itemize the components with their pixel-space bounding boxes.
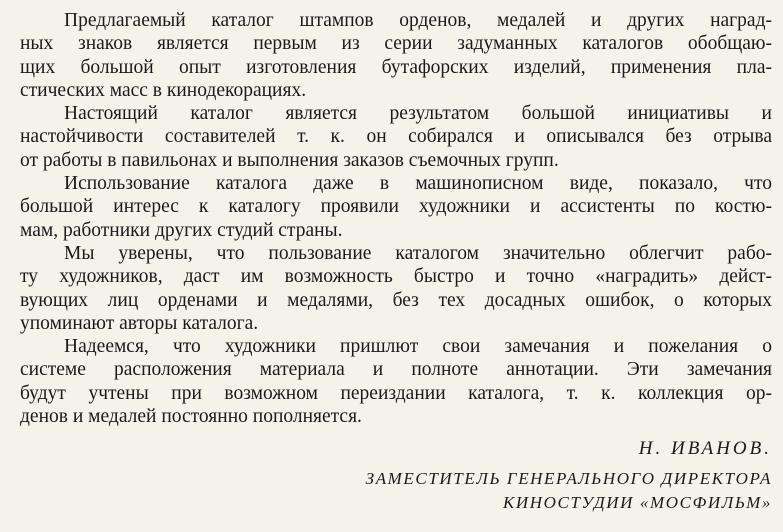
paragraph-2 <box>20 102 772 172</box>
paragraph-4 <box>20 242 772 335</box>
text-line: системе расположения материала и полноте аннотации. Эти замечания <box>20 359 772 381</box>
paragraph-3 <box>20 172 772 242</box>
text-line: вующих лиц орденами и медалями, без тех досадных ошибок, о которых <box>20 289 772 311</box>
text-line: Надеемся, что художники пришлют свои замечания и пожелания о <box>64 336 772 358</box>
text-line: упоминают авторы каталога. <box>20 312 259 334</box>
text-line: от работы в павильонах и выполнения заказов съемочных групп. <box>20 149 559 171</box>
paragraph-1 <box>20 9 772 102</box>
text-line: Настоящий каталог является результатом большой инициативы и <box>64 103 772 125</box>
text-line: настойчивости составителей т. к. он собирался и описывался без отрыва <box>20 126 772 148</box>
text-line: денов и медалей постоянно пополняется. <box>20 406 362 428</box>
text-line: Предлагаемый каталог штампов орденов, медалей и других наград- <box>64 10 772 31</box>
signatory-title: ЗАМЕСТИТЕЛЬ ГЕНЕРАЛЬНОГО ДИРЕКТОРА <box>365 469 772 488</box>
signatory-organization: КИНОСТУДИИ «МОСФИЛЬМ» <box>503 493 772 512</box>
paragraph-5 <box>20 335 772 428</box>
text-line: ных знаков является первым из серии задуманных каталогов обобщаю- <box>20 33 772 55</box>
text-line: будут учтены при возможном переиздании каталога, т. к. коллекция ор- <box>20 382 772 404</box>
signature-block <box>366 437 772 515</box>
text-line: щих большой опыт изготовления бутафорских изделий, применения пла- <box>20 56 772 78</box>
body-text <box>20 9 772 428</box>
signatory-name: Н. ИВАНОВ. <box>638 438 772 459</box>
text-line: мам, работники других студий страны. <box>20 219 343 241</box>
text-line: Использование каталога даже в машинописном виде, показало, что <box>64 173 772 195</box>
text-line: стических масс в кинодекорациях. <box>20 79 307 101</box>
text-line: ту художников, даст им возможность быстро и точно «наградить» дейст- <box>20 266 772 288</box>
text-line: большой интерес к каталогу проявили художники и ассистенты по костю- <box>20 196 772 218</box>
text-line: Мы уверены, что пользование каталогом значительно облегчит рабо- <box>64 242 772 264</box>
